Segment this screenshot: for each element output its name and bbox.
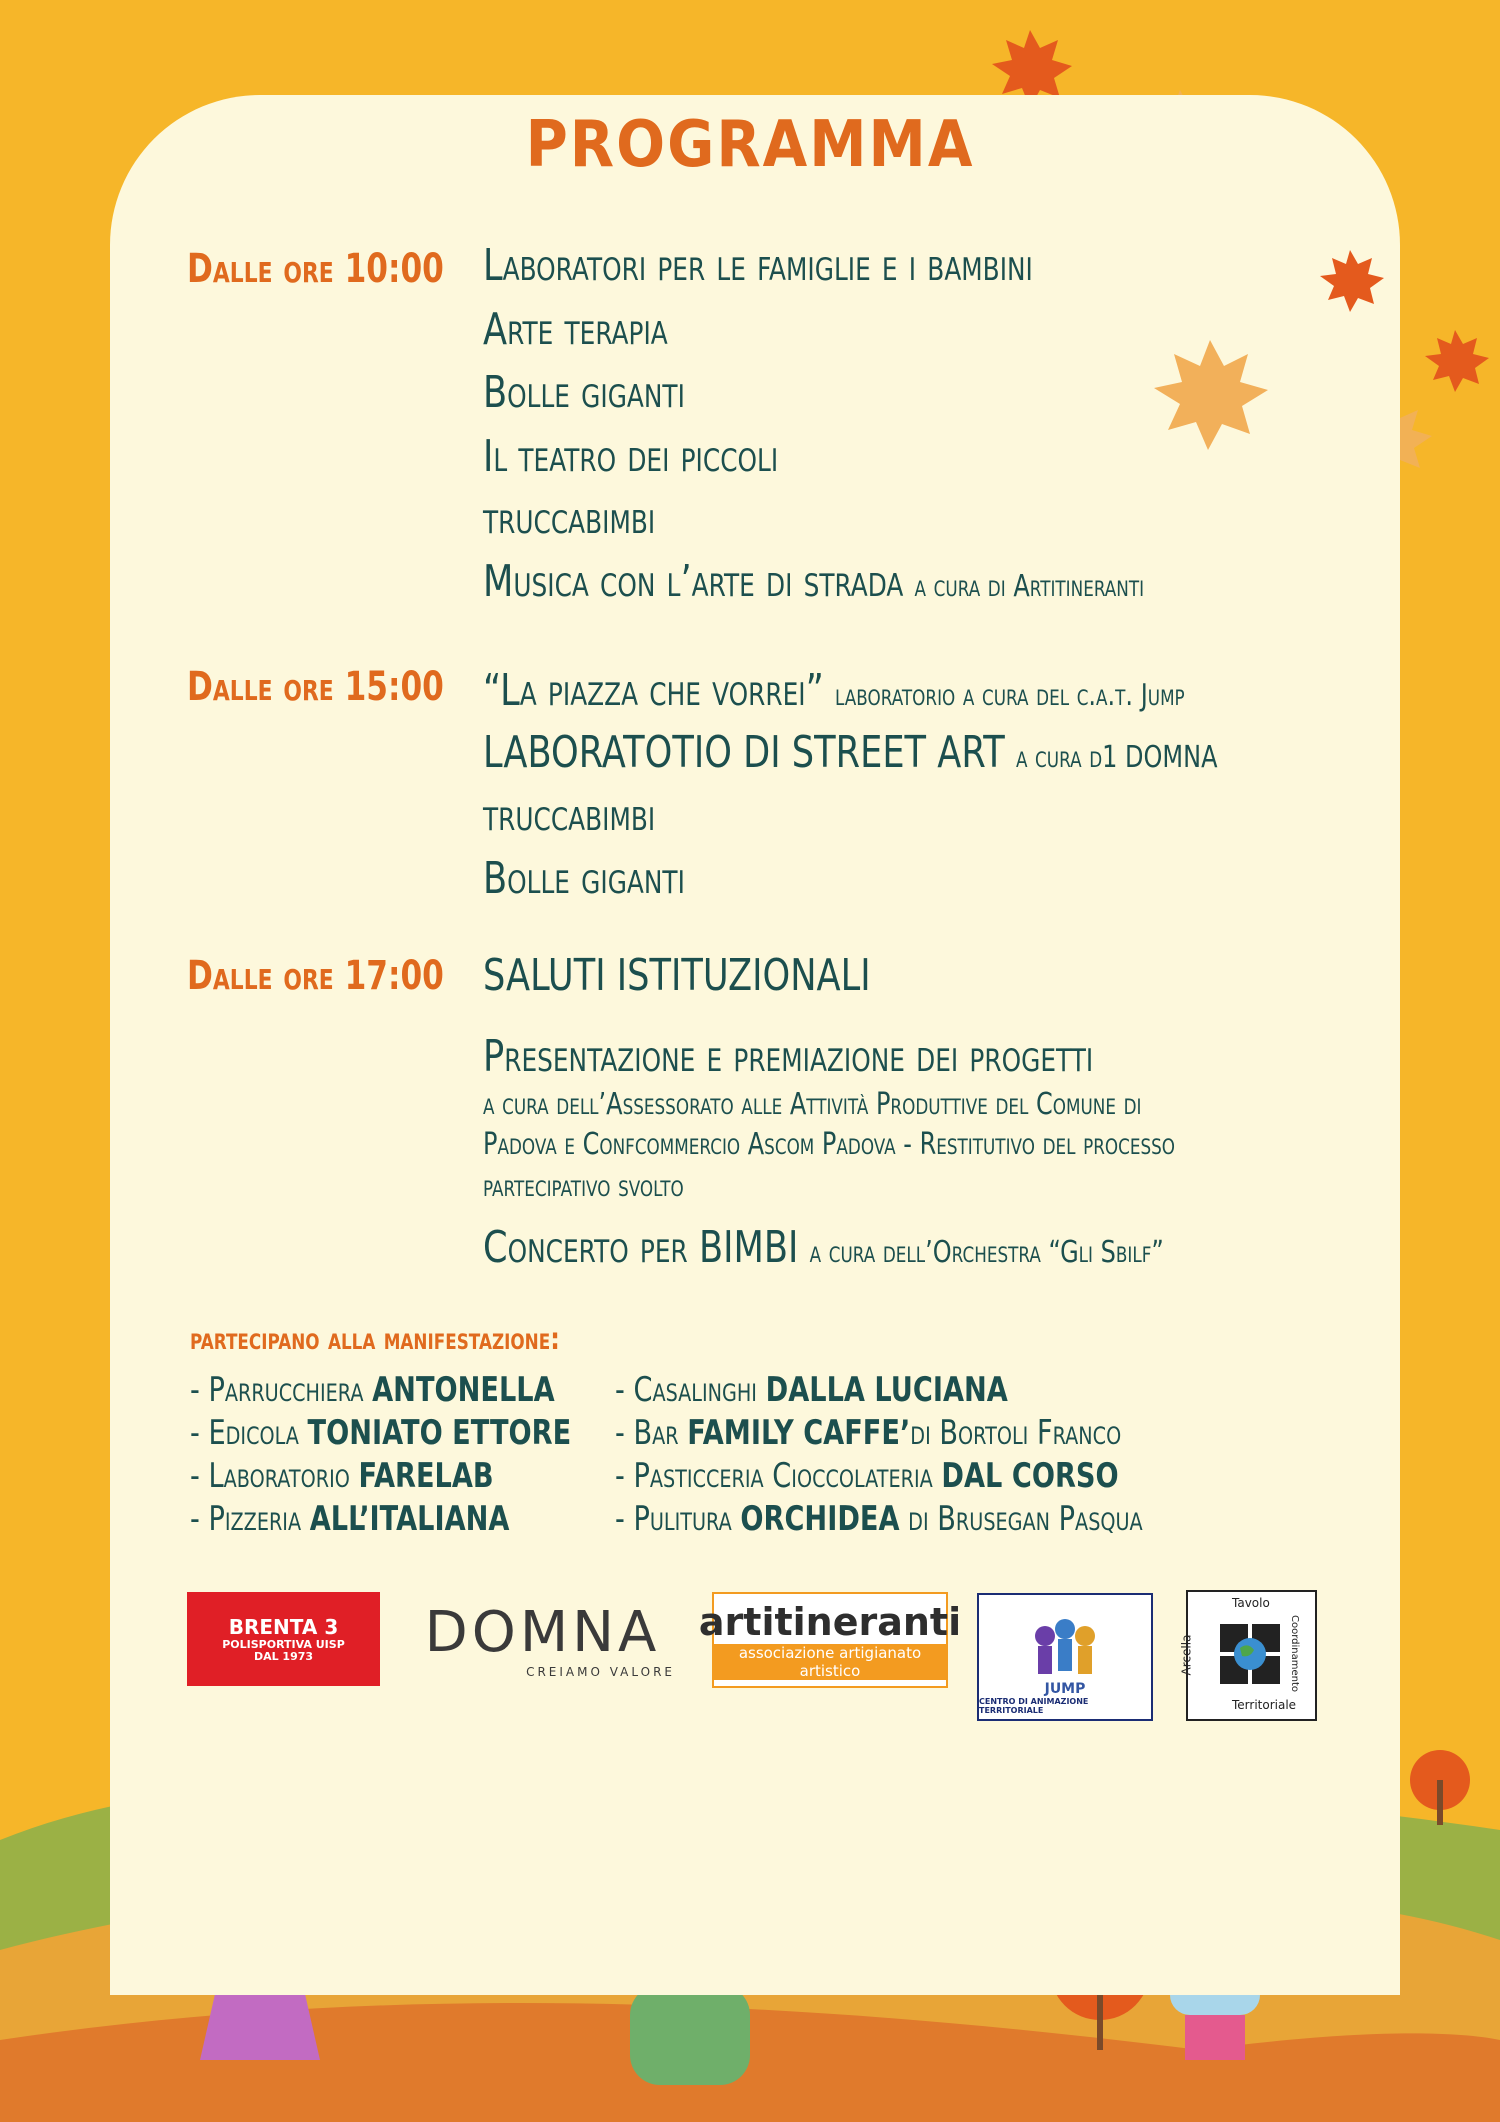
program-item: Bolle giganti bbox=[483, 367, 685, 418]
program-item: truccabimbi bbox=[483, 790, 656, 841]
program-item: SALUTI ISTITUZIONALI bbox=[483, 950, 871, 1001]
participant-item: - Laboratorio FARELAB bbox=[190, 1456, 494, 1496]
participant-item: - Casalinghi DALLA LUCIANA bbox=[615, 1370, 1008, 1410]
artitineranti-logo: artitineranti associazione artigianato artistico bbox=[712, 1592, 948, 1688]
program-description: a cura dell’Assessorato alle Attività Produttive del Comune di bbox=[483, 1087, 1142, 1122]
brenta3-logo: BRENTA 3 POLISPORTIVA UISP DAL 1973 bbox=[187, 1592, 380, 1686]
jump-logo: JUMP CENTRO DI ANIMAZIONE TERRITORIALE bbox=[977, 1593, 1153, 1721]
jumping-people-icon bbox=[1020, 1611, 1110, 1681]
program-item: LABORATOTIO DI STREET ART a cura d1 DOMNA bbox=[483, 727, 1218, 778]
program-item: truccabimbi bbox=[483, 493, 656, 544]
tavolo-coordinamento-logo: Tavolo Territoriale Arcella Coordinamento bbox=[1186, 1590, 1317, 1721]
participant-item: - Pulitura ORCHIDEA di Brusegan Pasqua bbox=[615, 1499, 1143, 1539]
program-item: Il teatro dei piccoli bbox=[483, 431, 779, 482]
participant-item: - Pizzeria ALL’ITALIANA bbox=[190, 1499, 510, 1539]
participants-heading: partecipano alla manifestazione: bbox=[190, 1322, 560, 1357]
program-item: Laboratori per le famiglie e i bambini bbox=[483, 240, 1033, 291]
section-time-1: Dalle ore 10:00 bbox=[187, 246, 444, 292]
program-item: Musica con l’arte di strada a cura di Artitineranti bbox=[483, 556, 1145, 607]
program-item: “La piazza che vorrei” laboratorio a cura del c.a.t. Jump bbox=[483, 665, 1185, 716]
program-item: Concerto per BIMBI a cura dell’Orchestra “Gli Sbilf” bbox=[483, 1222, 1164, 1273]
participant-item: - Parrucchiera ANTONELLA bbox=[190, 1370, 555, 1410]
program-description: Padova e Confcommercio Ascom Padova - Restitutivo del processo bbox=[483, 1127, 1176, 1162]
participant-item: - Pasticceria Cioccolateria DAL CORSO bbox=[615, 1456, 1119, 1496]
section-time-2: Dalle ore 15:00 bbox=[187, 664, 444, 710]
puzzle-globe-icon bbox=[1220, 1624, 1280, 1684]
domna-logo: DOMNA CREIAMO VALORE bbox=[424, 1599, 675, 1679]
program-item: Presentazione e premiazione dei progetti bbox=[483, 1031, 1094, 1082]
program-description: partecipativo svolto bbox=[483, 1169, 684, 1204]
program-item: Bolle giganti bbox=[483, 853, 685, 904]
program-item: Arte terapia bbox=[483, 304, 668, 355]
participant-item: - Bar FAMILY CAFFE’di Bortoli Franco bbox=[615, 1413, 1122, 1453]
section-time-3: Dalle ore 17:00 bbox=[187, 953, 444, 999]
page-title: PROGRAMMA bbox=[525, 108, 975, 182]
participant-item: - Edicola TONIATO ETTORE bbox=[190, 1413, 572, 1453]
